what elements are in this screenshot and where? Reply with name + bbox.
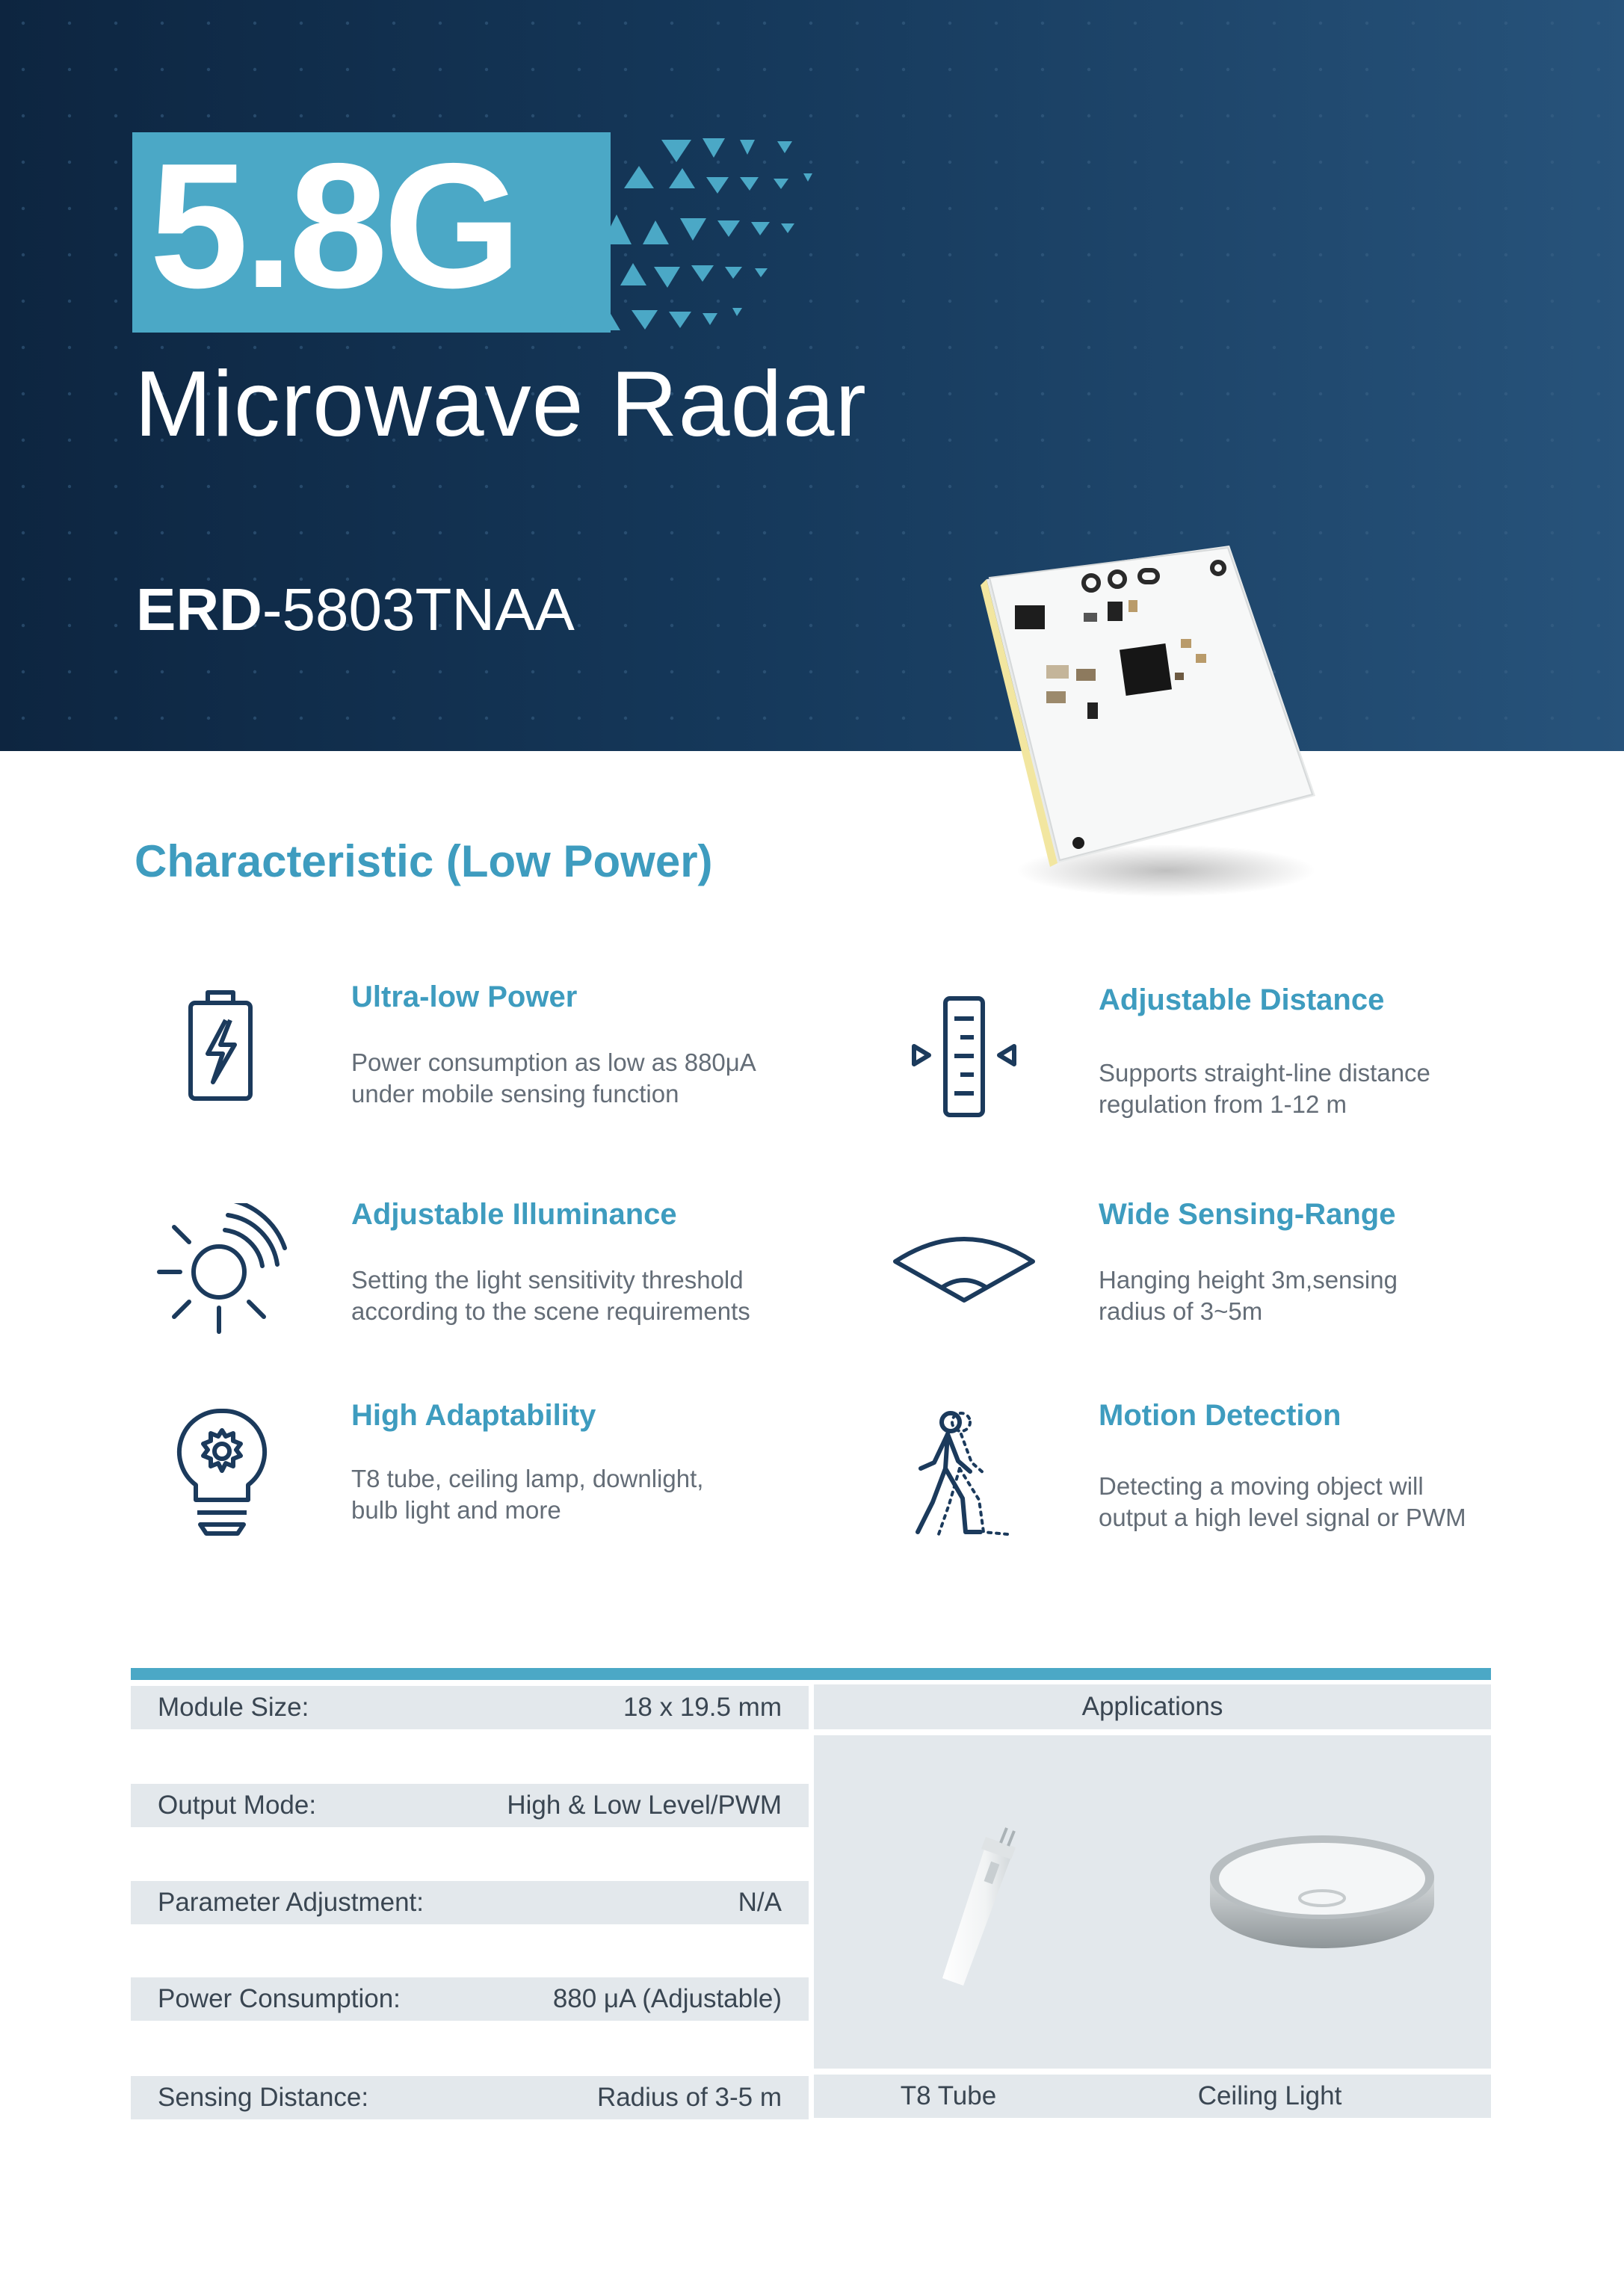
spec-value: N/A [738, 1888, 782, 1917]
triangle-pattern-icon [549, 132, 878, 334]
spec-row [131, 1784, 809, 1827]
feature-title: Motion Detection [1099, 1399, 1342, 1432]
t8-tube-image [941, 1810, 1046, 1989]
spec-row [131, 1977, 809, 2021]
feature-title: Adjustable Distance [1099, 983, 1385, 1016]
product-band-title: 5.8G [149, 127, 517, 325]
application-label: T8 Tube [900, 2081, 997, 2110]
distance-ruler-icon [908, 992, 1020, 1119]
feature-title: Ultra-low Power [351, 980, 578, 1013]
feature-desc: Detecting a moving object will output a high level signal or PWM [1099, 1472, 1466, 1531]
feature-desc: Hanging height 3m,sensing radius of 3~5m [1099, 1266, 1398, 1325]
spec-label: Module Size: [158, 1693, 309, 1722]
feature-desc: Setting the light sensitivity threshold according to the scene requirements [351, 1266, 750, 1325]
radar-module-image [979, 542, 1330, 901]
spec-label: Output Mode: [158, 1791, 317, 1820]
bulb-gear-icon [173, 1406, 271, 1537]
walking-person-icon [912, 1409, 1024, 1539]
feature-desc: Power consumption as low as 880μA under mobile sensing function [351, 1048, 756, 1108]
model-suffix: -5803TNAA [262, 576, 575, 643]
fan-range-icon [889, 1232, 1039, 1306]
model-prefix: ERD [136, 576, 262, 643]
spec-label: Parameter Adjustment: [158, 1888, 424, 1917]
hero-banner [0, 0, 1624, 751]
spec-label: Sensing Distance: [158, 2083, 369, 2112]
application-label: Ceiling Light [1197, 2081, 1342, 2110]
feature-desc: T8 tube, ceiling lamp, downlight, bulb light and more [351, 1465, 704, 1524]
spec-label: Power Consumption: [158, 1984, 401, 2013]
ceiling-light-image [1202, 1832, 1442, 1959]
product-subtitle: Microwave Radar [135, 353, 867, 456]
spec-row [131, 1686, 809, 1729]
applications-images [814, 1735, 1491, 2069]
spec-value: Radius of 3-5 m [596, 2083, 782, 2112]
applications-footer [814, 2075, 1491, 2118]
spec-value: 18 x 19.5 mm [623, 1693, 782, 1722]
battery-bolt-icon [179, 986, 262, 1106]
spec-row [131, 2076, 809, 2119]
applications-header: Applications [814, 1684, 1491, 1729]
feature-title: High Adaptability [351, 1399, 596, 1432]
spec-value: 880 μA (Adjustable) [552, 1984, 782, 2013]
feature-title: Wide Sensing-Range [1099, 1198, 1396, 1231]
feature-desc: Supports straight-line distance regulation from 1-12 m [1099, 1059, 1430, 1118]
spec-row [131, 1881, 809, 1924]
model-number [136, 575, 575, 644]
table-top-bar [131, 1668, 1491, 1680]
sun-sensor-icon [153, 1203, 288, 1338]
feature-title: Adjustable Illuminance [351, 1198, 677, 1231]
spec-value: High & Low Level/PWM [507, 1791, 782, 1820]
section-title: Characteristic (Low Power) [135, 836, 713, 886]
